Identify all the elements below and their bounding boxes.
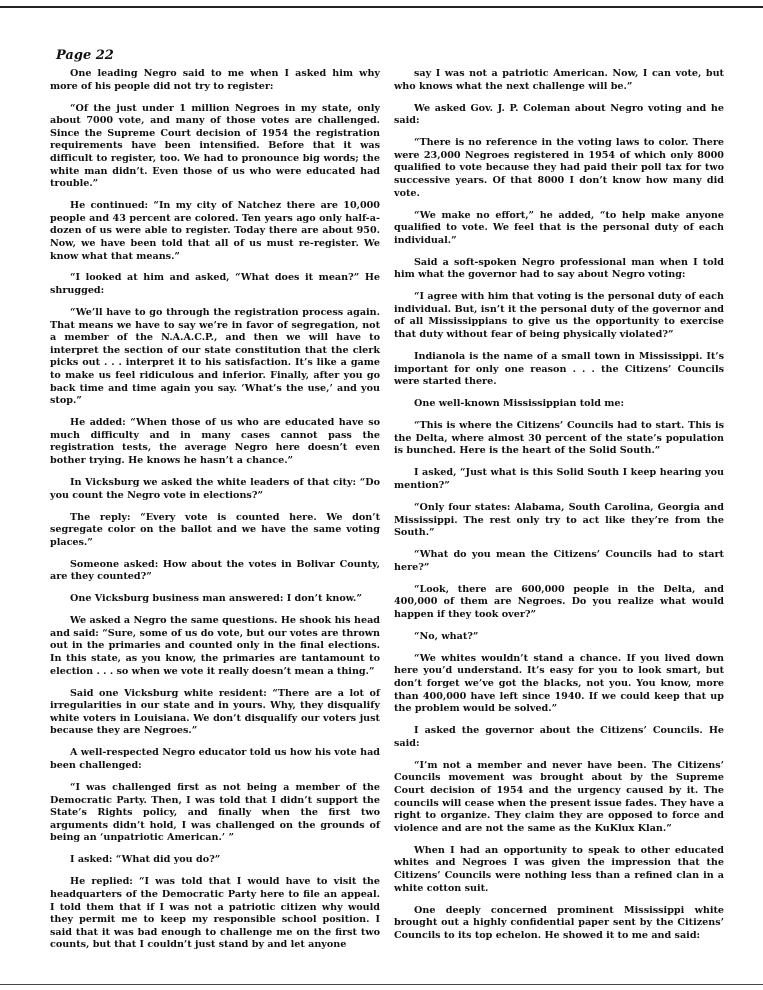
bottom-rule — [0, 984, 763, 985]
paragraph: “We make no effort,” he added, “to help make anyone qualified to vote. We feel that is the personal duty of each individual.” — [394, 209, 724, 246]
paragraph: I asked: “What did you do?” — [70, 854, 221, 866]
paragraph: “Of the just under 1 million Negroes in my state, only about 7000 vote, and many of those votes are challenged. Since the Supreme Court decision of 1954 the registration requirements have been intensified. Before that it was difficult to register, too. We had to pronounce big words; the white man didn’t. Even those of us who were educated had trouble.” — [50, 102, 380, 190]
paragraph: “This is where the Citizens’ Councils had to start. This is the Delta, where almost 30 percent of the state’s population is bunched. Here is the heart of the Solid South.” — [394, 420, 724, 457]
paragraph: I asked the governor about the Citizens’ Councils. He said: — [394, 725, 724, 749]
paragraph: He added: “When those of us who are educated have so much difficulty and in many cases cannot pass the registration tests, the average Negro here doesn’t even bother trying. He knows he hasn’t a chance.” — [50, 417, 380, 466]
paragraph: “I agree with him that voting is the personal duty of each individual. But, isn’t it the personal duty of the governor and of all Mississippians to give us the opportunity to exercise that duty without fear of being physically violated?” — [394, 291, 724, 341]
paragraph: “We’ll have to go through the registration process again. That means we have to say we’re in favor of segregation, not a member of the N.A.A.C.P., and then we will have to interpret the section of our state constitution that the clerk picks out . . . interpret it to his satisfaction. It’s like a game to make us feel ridiculous and inferior. Finally, after you go back time and time again you say. ‘What’s the use,’ and you stop.” — [50, 307, 380, 407]
paragraph: He continued: “In my city of Natchez there are 10,000 people and 43 percent are colored. Ten years ago only half-a-dozen of us were able to register. Today there are about 950. Now, we have been told that all of us must re-register. We know what that means.” — [50, 200, 380, 262]
paragraph: The reply: “Every vote is counted here. We don’t segregate color on the ballot and we have the same voting places.” — [50, 511, 380, 548]
paragraph: “There is no reference in the voting laws to color. There were 23,000 Negroes registered in 1954 of which only 8000 qualified to vote because they had paid their poll tax for two successive years. Of that 8000 I don’t know how many did vote. — [394, 137, 724, 199]
paragraph: “No, what?” — [414, 630, 479, 642]
left-column — [50, 68, 380, 961]
paragraph: A well-respected Negro educator told us how his vote had been challenged: — [50, 747, 380, 771]
paragraph: “Only four states: Alabama, South Carolina, Georgia and Mississippi. The rest only try to act like they’re from the South.” — [394, 501, 724, 539]
paragraph: “I’m not a member and never have been. The Citizens’ Councils movement was brought about by the Supreme Court decision of 1954 and the urgency caused by it. The councils will cease when the present issue fades. They have a right to organize. They claim they are opposed to force and violence and are not the same as the KuKlux Klan.” — [394, 759, 724, 834]
paragraph: Someone asked: How about the votes in Bolivar County, are they counted?” — [50, 558, 380, 583]
paragraph: We asked a Negro the same questions. He shook his head and said: “Sure, some of us do vote, but our votes are thrown out in the primaries and counted only in the final elections. In this state, as you know, the primaries are tantamount to election . . . so when we vote it really doesn’t mean a thing.” — [50, 615, 380, 677]
right-column — [394, 68, 724, 952]
paragraph: We asked Gov. J. P. Coleman about Negro voting and he said: — [394, 102, 724, 127]
paragraph: “What do you mean the Citizens’ Councils had to start here?” — [394, 549, 724, 573]
paragraph: I asked, “Just what is this Solid South I keep hearing you mention?” — [394, 467, 724, 491]
paragraph: One Vicksburg business man answered: I don’t know.” — [70, 593, 362, 605]
paragraph: One well-known Mississippian told me: — [414, 398, 625, 410]
paragraph: In Vicksburg we asked the white leaders of that city: “Do you count the Negro vote in elections?” — [50, 476, 380, 501]
paragraph: “We whites wouldn’t stand a chance. If you lived down here you’d understand. It’s easy for you to look smart, but don’t forget we’ve got the blacks, not you. You know, more than 400,000 have left since 1940. If we could keep that up the problem would be solved.” — [394, 652, 724, 715]
paragraph: One deeply concerned prominent Mississippi white brought out a highly confidential paper sent by the Citizens’ Councils to its top echelon. He showed it to me and said: — [394, 904, 724, 941]
paragraph: When I had an opportunity to speak to other educated whites and Negroes I was given the impression that the Citizens’ Councils were nothing less than a refined clan in a white cotton suit. — [394, 844, 724, 894]
paragraph: Indianola is the name of a small town in Mississippi. It’s important for only one reason . . . the Citizens’ Councils were started there. — [394, 351, 724, 388]
paragraph: He replied: “I was told that I would have to visit the headquarters of the Democratic Party here to file an appeal. I told them that if I was not a patriotic citizen why would they permit me to keep my responsible school position. I said that it was bad enough to challenge me on the first two counts, but that I couldn’t just stand by and let anyone — [50, 876, 380, 951]
paragraph: Said one Vicksburg white resident: “There are a lot of irregularities in our state and in yours. Why, they disqualify white voters in Louisiana. We don’t disqualify our voters just because they are Negroes.” — [50, 687, 380, 737]
top-rule — [0, 6, 763, 8]
paragraph: “I was challenged first as not being a member of the Democratic Party. Then, I was told that I didn’t support the State’s Rights policy, and finally when the first two arguments didn’t hold, I was challenged on the grounds of being an ‘unpatriotic American.’ ” — [50, 781, 380, 844]
page-number: Page 22 — [56, 48, 114, 63]
paragraph: say I was not a patriotic American. Now, I can vote, but who knows what the next challenge will be.” — [394, 68, 724, 92]
paragraph: One leading Negro said to me when I asked him why more of his people did not try to register: — [50, 68, 380, 92]
paragraph: “I looked at him and asked, “What does it mean?” He shrugged: — [50, 272, 380, 297]
paragraph: Said a soft-spoken Negro professional man when I told him what the governor had to say about Negro voting: — [394, 256, 724, 281]
paragraph: “Look, there are 600,000 people in the Delta, and 400,000 of them are Negroes. Do you realize what would happen if they took over?” — [394, 583, 724, 620]
